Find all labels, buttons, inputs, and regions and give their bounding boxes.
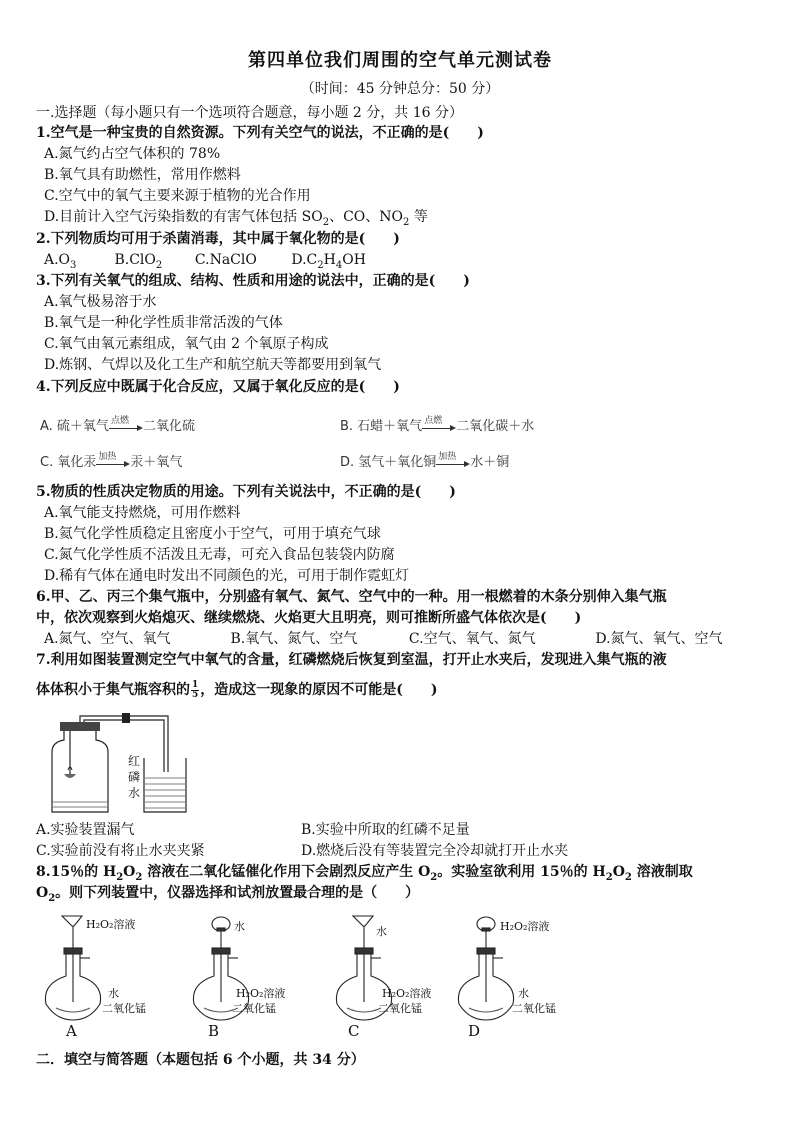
fig-b-top-label: 水 bbox=[234, 920, 245, 933]
q5-option-b: B.氦气化学性质稳定且密度小于空气，可用于填充气球 bbox=[44, 526, 381, 542]
section-2-heading: 二．填空与简答题（本题包括 6 个小题，共 34 分） bbox=[36, 1052, 365, 1068]
q4-option-d: D. 氢气＋氧化铜 加热 水＋铜 bbox=[340, 451, 510, 470]
q7-stem-line2: 体体积小于集气瓶容积的 $\frac{1}{5}$ ，造成这一现象的原因不可能是( ) bbox=[36, 679, 438, 700]
q1-stem: 1.空气是一种宝贵的自然资源。下列有关空气的说法，不正确的是( ) bbox=[36, 125, 484, 141]
q7-option-b: B.实验中所取的红磷不足量 bbox=[301, 822, 470, 838]
fig-letter-a: A bbox=[66, 1022, 77, 1040]
q5-option-a: A.氧气能支持燃烧，可用作燃料 bbox=[44, 505, 241, 521]
fig-d-mid-label: 水 bbox=[518, 987, 529, 1000]
q6-stem-line2: 中，依次观察到火焰熄灭、继续燃烧、火焰更大且明亮，则可推断所盛气体依次是( ) bbox=[36, 610, 582, 626]
q6-option-d: D.氮气、氧气、空气 bbox=[595, 631, 723, 647]
arrow-icon: 加热 bbox=[436, 458, 470, 468]
q3-option-b: B.氧气是一种化学性质非常活泼的气体 bbox=[44, 315, 283, 331]
q2-stem: 2.下列物质均可用于杀菌消毒，其中属于氧化物的是( ) bbox=[36, 231, 400, 247]
page-subtitle: （时间：45 分钟总分：50 分） bbox=[300, 81, 500, 97]
fig-a-bot-label: 二氧化锰 bbox=[102, 1002, 146, 1015]
q6-option-b: B.氧气、氮气、空气 bbox=[230, 631, 358, 647]
fig-d-bot-label: 二氧化锰 bbox=[512, 1002, 556, 1015]
fig-c-mid-label: H₂O₂溶液 bbox=[382, 987, 432, 1000]
fig-letter-b: B bbox=[208, 1022, 220, 1040]
fig-c-bot-label: 二氧化锰 bbox=[378, 1002, 422, 1015]
q5-option-d: D.稀有气体在通电时发出不同颜色的光，可用于制作霓虹灯 bbox=[44, 568, 410, 584]
q1-option-b: B.氧气具有助燃性，常用作燃料 bbox=[44, 167, 241, 183]
arrow-icon: 点燃 bbox=[422, 422, 456, 432]
arrow-icon: 加热 bbox=[96, 458, 130, 468]
q1-option-a: A.氮气约占空气体积的 78% bbox=[44, 146, 221, 162]
q3-option-a: A.氧气极易溶于水 bbox=[44, 294, 157, 310]
q2-option-a: $A.O_3$ bbox=[44, 252, 77, 271]
fig-letter-c: C bbox=[348, 1022, 360, 1040]
q7-option-a: A.实验装置漏气 bbox=[36, 822, 135, 838]
arrow-icon: 点燃 bbox=[109, 422, 143, 432]
q6-stem-line1: 6.甲、乙、丙三个集气瓶中，分别盛有氧气、氮气、空气中的一种。用一根燃着的木条分别伸入集气瓶 bbox=[36, 589, 667, 605]
fig-b-bot-label: 二氧化锰 bbox=[232, 1002, 276, 1015]
q3-option-c: C.氧气由氧元素组成，氧气由 2 个氧原子构成 bbox=[44, 336, 329, 352]
oxygen-measurement-apparatus-figure bbox=[40, 712, 190, 820]
q7-stem-line1: 7.利用如图装置测定空气中氧气的含量，红磷燃烧后恢复到室温，打开止水夹后，发现进入集气瓶的液 bbox=[36, 652, 667, 668]
q6-option-a: A.氮气、空气、氧气 bbox=[44, 631, 171, 647]
label-red: 红 bbox=[128, 754, 141, 768]
q1-option-d: D.目前计入空气污染指数的有害气体包括 $SO_2$、CO、$NO_2$ 等 bbox=[44, 209, 428, 228]
q4-option-a: A. 硫＋氧气 点燃 二氧化硫 bbox=[40, 415, 195, 434]
section-1-heading: 一.选择题（每小题只有一个选项符合题意，每小题 2 分，共 16 分） bbox=[36, 105, 463, 121]
q3-stem: 3.下列有关氧气的组成、结构、性质和用途的说法中，正确的是( ) bbox=[36, 273, 470, 289]
q4-stem: 4.下列反应中既属于化合反应，又属于氧化反应的是( ) bbox=[36, 379, 400, 395]
q2-option-d: $D.C_2H_4OH$ bbox=[291, 252, 366, 271]
fraction-one-fifth: $\frac{1}{5}$ bbox=[192, 679, 199, 700]
fig-letter-d: D bbox=[468, 1022, 481, 1040]
q7-option-c: C.实验前没有将止水夹夹紧 bbox=[36, 843, 205, 859]
q8-stem-line1: 8.15％的 $H_2O_2$ 溶液在二氧化锰催化作用下会剧烈反应产生 $O_2$。实验室欲利用 15％的 $H_2O_2$ 溶液制取 bbox=[36, 864, 693, 883]
label-phosphorus: 磷 bbox=[128, 770, 141, 784]
q4-option-b: B. 石蜡＋氧气 点燃 二氧化碳＋水 bbox=[340, 415, 535, 434]
q6-options bbox=[44, 629, 723, 649]
q2-option-b: B.ClO$_2$ bbox=[114, 252, 163, 271]
q1-option-c: C.空气中的氧气主要来源于植物的光合作用 bbox=[44, 188, 311, 204]
fig-a-mid-label: 水 bbox=[108, 987, 119, 1000]
q2-option-c: C.NaClO bbox=[194, 252, 257, 268]
fig-a-top-label: H₂O₂溶液 bbox=[86, 918, 136, 931]
fig-c-top-label: 水 bbox=[376, 925, 387, 938]
fig-b-mid-label: H₂O₂溶液 bbox=[236, 987, 286, 1000]
q8-stem-line2: $O_2$。则下列装置中，仪器选择和试剂放置最合理的是（ ） bbox=[36, 885, 420, 904]
q7-option-d: D.燃烧后没有等装置完全冷却就打开止水夹 bbox=[301, 843, 569, 859]
page-title: 第四单位我们周围的空气单元测试卷 bbox=[248, 50, 552, 71]
q3-option-d: D.炼钢、气焊以及化工生产和航空航天等都要用到氧气 bbox=[44, 357, 382, 373]
q5-option-c: C.氮气化学性质不活泼且无毒，可充入食品包装袋内防腐 bbox=[44, 547, 395, 563]
q4-option-c: C. 氧化汞 加热 汞＋氧气 bbox=[40, 451, 183, 470]
fig-d-top-label: H₂O₂溶液 bbox=[500, 920, 550, 933]
q6-option-c: C.空气、氧气、氮气 bbox=[408, 631, 536, 647]
q5-stem: 5.物质的性质决定物质的用途。下列有关说法中，不正确的是( ) bbox=[36, 484, 456, 500]
label-water: 水 bbox=[128, 786, 141, 800]
